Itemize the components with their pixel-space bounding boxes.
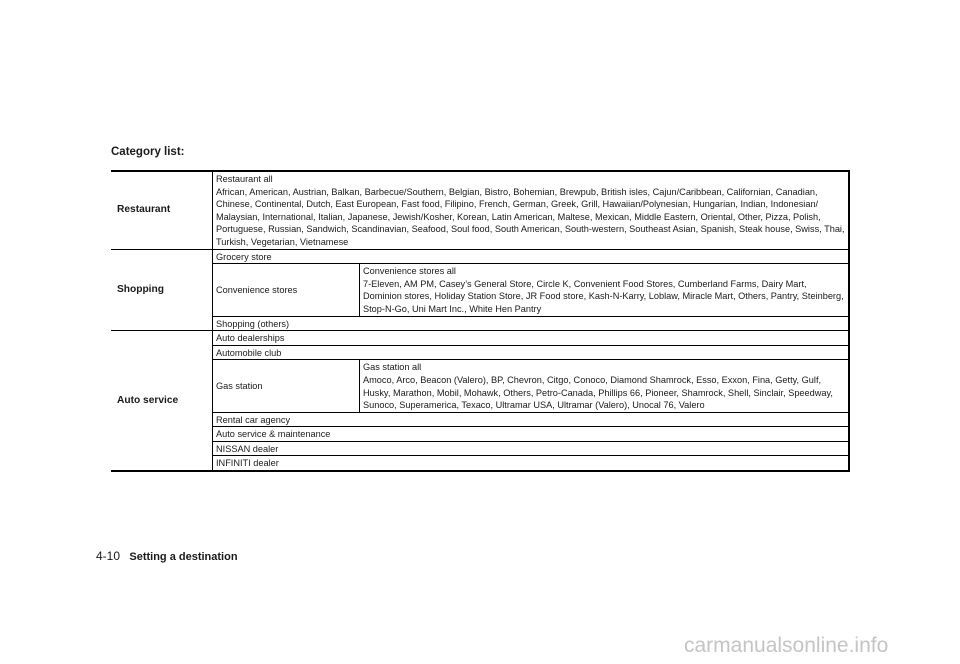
shopping-convenience-label: Convenience stores [213, 264, 360, 316]
table-row [111, 427, 849, 442]
infiniti-dealer: INFINITI dealer [213, 456, 850, 471]
category-shopping: Shopping [111, 249, 213, 331]
table-row [111, 412, 849, 427]
restaurant-list: African, American, Austrian, Balkan, Barbecue/Southern, Belgian, Bistro, Bohemian, Brewpub, British isles, Cajun/Caribbean, Californian, Canadian, Chinese, Continental, Dutch, East European, Fast food, Filipino, French, German, Greek, Grill, Hawaiian/Polynesian, Hungarian, Indian, Indonesian/ Malaysian, International, Italian, Japanese, Jewish/Kosher, Korean, Latin American, Maltese, Mexican, Middle Eastern, Oriental, Other, Pizza, Polish, Portuguese, Russian, Sandwich, Scandinavian, Seafood, Soul food, South American, South-western, Southeast Asian, Spanish, Steak house, Swiss, Thai, Turkish, Vegetarian, Vietnamese [216, 186, 845, 247]
category-restaurant: Restaurant [111, 171, 213, 249]
watermark-text: carmanualsonline.info [684, 634, 889, 657]
table-row [111, 171, 849, 249]
convenience-all: Convenience stores all [363, 266, 456, 277]
table-row [111, 441, 849, 456]
automobile-club: Automobile club [213, 345, 850, 360]
table-row [111, 360, 849, 412]
page-footer [96, 549, 238, 563]
gas-station-all: Gas station all [363, 362, 422, 373]
table-row [111, 331, 849, 346]
nissan-dealer: NISSAN dealer [213, 441, 850, 456]
auto-service-maintenance: Auto service & maintenance [213, 427, 850, 442]
restaurant-all: Restaurant all [216, 174, 273, 184]
table-row [111, 345, 849, 360]
rental-car-agency: Rental car agency [213, 412, 850, 427]
gas-station-cell [360, 360, 850, 412]
convenience-cell [360, 264, 850, 316]
auto-dealerships: Auto dealerships [213, 331, 850, 346]
category-auto-service: Auto service [111, 331, 213, 471]
category-table [111, 170, 850, 472]
table-row [111, 316, 849, 331]
gas-station-list: Amoco, Arco, Beacon (Valero), BP, Chevron, Citgo, Conoco, Diamond Shamrock, Esso, Exxon, Fina, Getty, Gulf, Husky, Marathon, Mobil, Mohawk, Others, Petro-Canada, Phillips 66, Pioneer, Shamrock, Shell, Sinclair, Speedway, Sunoco, Superamerica, Texaco, Ultramar USA, Ultramar (Valero), Unocal 76, Valero [363, 374, 833, 411]
table-row [111, 249, 849, 264]
table-row [111, 264, 849, 316]
page-heading: Category list: [111, 146, 185, 158]
restaurant-cell [213, 171, 850, 249]
page-number: 4-10 [96, 549, 121, 563]
table-row [111, 456, 849, 471]
section-title: Setting a destination [129, 551, 238, 563]
shopping-others: Shopping (others) [213, 316, 850, 331]
shopping-grocery: Grocery store [213, 249, 850, 264]
convenience-list: 7-Eleven, AM PM, Casey’s General Store, Circle K, Convenient Food Stores, Cumberland Farms, Dairy Mart, Dominion stores, Holiday Station Store, JR Food store, Kash-N-Karry, Loblaw, Miracle Mart, Others, Pantry, Steinberg, Stop-N-Go, Uni Mart Inc., White Hen Pantry [363, 278, 844, 314]
gas-station-label: Gas station [213, 360, 360, 412]
